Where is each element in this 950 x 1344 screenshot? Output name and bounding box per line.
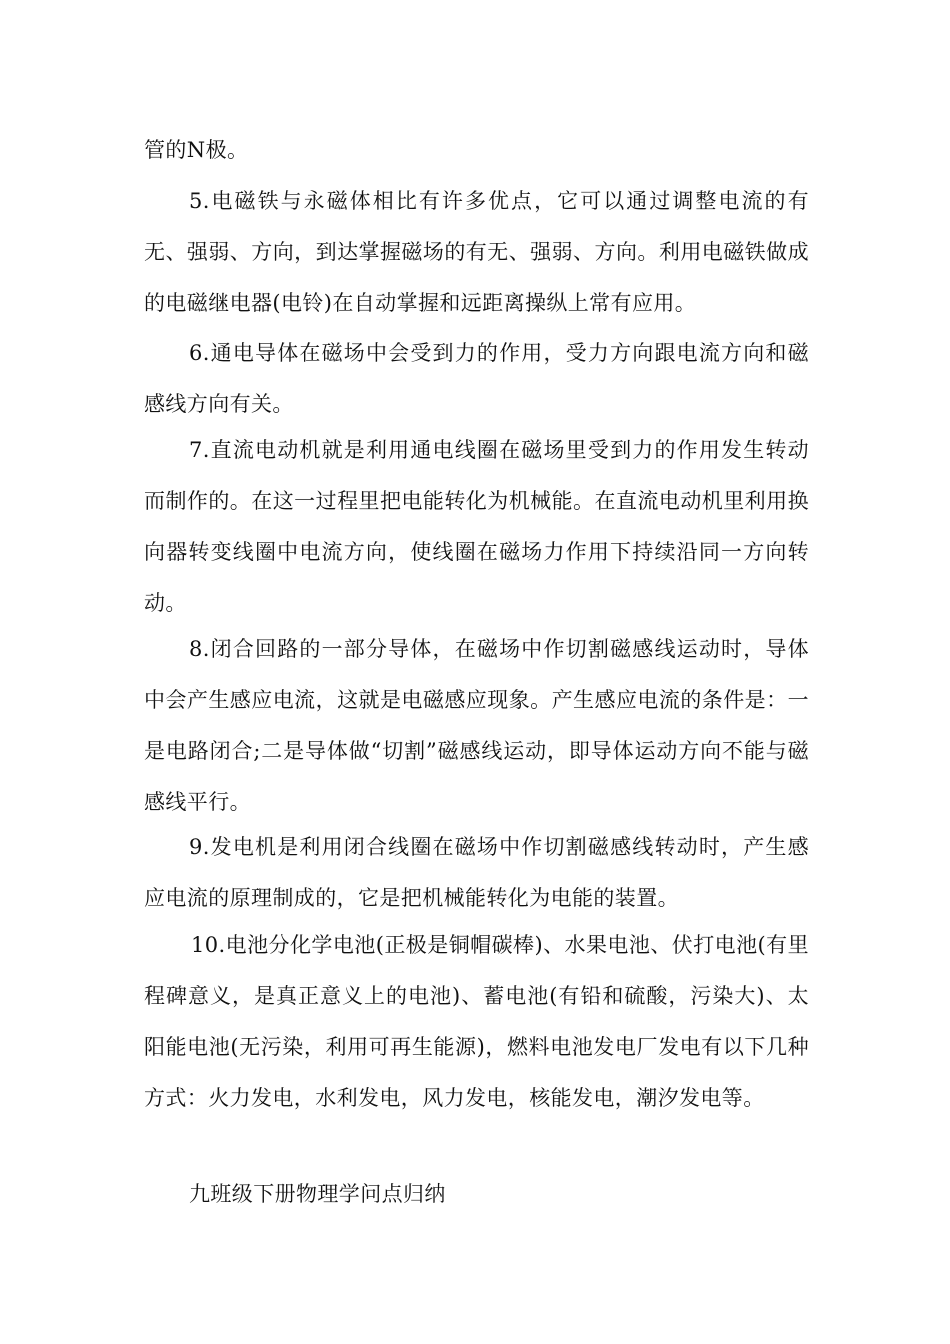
paragraph-6: 6.通电导体在磁场中会受到力的作用，受力方向跟电流方向和磁感线方向有关。	[144, 341, 809, 416]
paragraph-10: 10.电池分化学电池(正极是铜帽碳棒)、水果电池、伏打电池(有里程碑意义，是真正意义上的电池)、蓄电池(有铅和硫酸，污染大)、太阳能电池(无污染，利用可再生能源)，燃料电池发电厂发电有以下几种方式：火力发电，水利发电，风力发电，核能发电，潮汐发电等。	[144, 933, 809, 1110]
paragraph-8: 8.闭合回路的一部分导体，在磁场中作切割磁感线运动时，导体中会产生感应电流，这就是电磁感应现象。产生感应电流的条件是：一是电路闭合;二是导体做“切割”磁感线运动，即导体运动方向不能与磁感线平行。	[144, 637, 809, 814]
paragraph-5: 5.电磁铁与永磁体相比有许多优点，它可以通过调整电流的有无、强弱、方向，到达掌握磁场的有无、强弱、方向。利用电磁铁做成的电磁继电器(电铃)在自动掌握和远距离操纵上常有应用。	[144, 189, 809, 315]
paragraph-continuation: 管的N极。	[144, 138, 249, 162]
section-heading: 九班级下册物理学问点归纳	[189, 1182, 446, 1206]
paragraph-7: 7.直流电动机就是利用通电线圈在磁场里受到力的作用发生转动而制作的。在这一过程里把电能转化为机械能。在直流电动机里利用换向器转变线圈中电流方向，使线圈在磁场力作用下持续沿同一方向转动。	[144, 438, 809, 615]
paragraph-9: 9.发电机是利用闭合线圈在磁场中作切割磁感线转动时，产生感应电流的原理制成的，它是把机械能转化为电能的装置。	[144, 835, 809, 910]
